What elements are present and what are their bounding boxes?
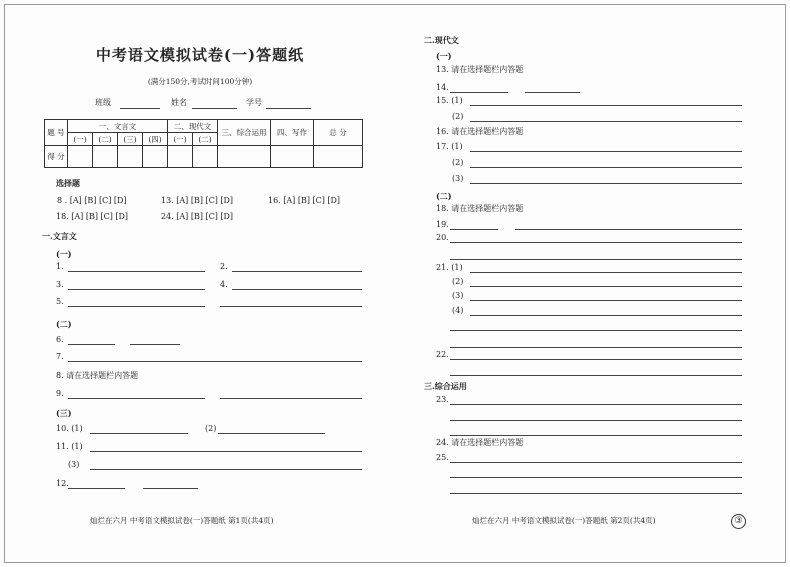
page-border [4, 4, 786, 563]
answer-line[interactable] [90, 451, 362, 452]
answer-line[interactable] [470, 105, 742, 106]
question-label: 15. (1) [436, 96, 463, 105]
answer-line[interactable] [470, 315, 742, 316]
answer-line[interactable] [450, 92, 508, 93]
question-label: 19. [436, 220, 449, 229]
id-label: 学号 [246, 98, 262, 107]
question-label: (2) [452, 112, 464, 121]
footer-right: 灿烂在六月 中考语文模拟试卷(一)答题纸 第2页(共4页) [472, 516, 656, 525]
answer-line[interactable] [470, 167, 742, 168]
question-label: (2) [205, 424, 217, 433]
score-cell[interactable] [68, 146, 93, 168]
answer-line[interactable] [450, 493, 742, 494]
answer-line[interactable] [450, 435, 742, 436]
question-label: (2) [452, 158, 464, 167]
sub-header: (二) [193, 133, 218, 146]
class-field[interactable] [120, 108, 160, 109]
choice-item[interactable]: 18. [A] [B] [C] [D] [56, 212, 129, 221]
section-heading: 一.文言文 [42, 231, 77, 241]
answer-line[interactable] [130, 344, 180, 345]
sub-header: (二) [93, 133, 118, 146]
id-field[interactable] [266, 108, 311, 109]
question-label: 8. 请在选择题栏内答题 [56, 371, 139, 380]
sub-header: (四) [143, 133, 168, 146]
question-label: 17. (1) [436, 142, 463, 151]
question-label: 1. [56, 262, 64, 271]
question-label: (2) [452, 277, 464, 286]
question-label: 13. 请在选择题栏内答题 [436, 65, 524, 74]
answer-line[interactable] [470, 151, 742, 152]
section-heading: 三.综合运用 [424, 381, 467, 391]
sheet-subtitle: (满分150分,考试时间100分钟) [147, 77, 253, 86]
answer-line[interactable] [450, 420, 742, 421]
question-label: 11. (1) [56, 442, 83, 451]
part-heading: (三) [56, 408, 72, 418]
answer-line[interactable] [68, 289, 205, 290]
answer-line[interactable] [470, 300, 742, 301]
part-heading: (一) [56, 249, 72, 259]
answer-line[interactable] [90, 433, 188, 434]
answer-line[interactable] [470, 121, 742, 122]
answer-line[interactable] [450, 375, 742, 376]
class-label: 班级 [95, 98, 111, 107]
score-cell[interactable] [218, 146, 271, 168]
question-label: 23. [436, 395, 449, 404]
group-header: 四、写作 [271, 120, 314, 146]
question-label: 14. [436, 83, 449, 92]
answer-line[interactable] [68, 344, 115, 345]
group-header: 三、综合运用 [218, 120, 271, 146]
score-cell[interactable] [143, 146, 168, 168]
question-label: 2. [220, 262, 228, 271]
answer-line[interactable] [450, 477, 742, 478]
answer-line[interactable] [68, 361, 362, 362]
answer-line[interactable] [220, 398, 362, 399]
sub-header: (三) [118, 133, 143, 146]
answer-line[interactable] [68, 271, 205, 272]
question-label: 9. [56, 389, 64, 398]
group-header: 二、现代文 [168, 120, 218, 133]
part-heading: (一) [436, 51, 452, 61]
row-label: 题 号 [45, 120, 68, 146]
choice-item[interactable]: 8 . [A] [B] [C] [D] [57, 196, 127, 205]
part-heading: (二) [436, 191, 452, 201]
answer-line[interactable] [220, 306, 362, 307]
answer-line[interactable] [470, 286, 742, 287]
answer-line[interactable] [68, 306, 205, 307]
question-label: 18. 请在选择题栏内答题 [436, 204, 524, 213]
answer-line[interactable] [450, 359, 742, 360]
answer-line[interactable] [450, 242, 742, 243]
part-heading: (二) [56, 319, 72, 329]
answer-line[interactable] [232, 271, 362, 272]
question-label: 3. [56, 280, 64, 289]
score-cell[interactable] [314, 146, 363, 168]
sub-header: (一) [168, 133, 193, 146]
question-label: 12. [56, 479, 69, 488]
group-header: 一、文言文 [68, 120, 168, 133]
score-cell[interactable] [193, 146, 218, 168]
answer-line[interactable] [525, 92, 580, 93]
score-cell[interactable] [168, 146, 193, 168]
name-field[interactable] [192, 108, 237, 109]
page-mark: ③ [731, 514, 746, 529]
answer-line[interactable] [450, 259, 742, 260]
choice-item[interactable]: 24. [A] [B] [C] [D] [161, 212, 234, 221]
question-label: (3) [452, 291, 464, 300]
group-header: 总 分 [314, 120, 363, 146]
question-label: (3) [68, 460, 80, 469]
score-cell[interactable] [271, 146, 314, 168]
answer-line[interactable] [470, 272, 742, 273]
answer-line[interactable] [450, 330, 742, 331]
score-cell[interactable] [118, 146, 143, 168]
choice-item[interactable]: 16. [A] [B] [C] [D] [268, 196, 341, 205]
question-label: 24. 请在选择题栏内答题 [436, 438, 524, 447]
question-label: 10. (1) [56, 424, 83, 433]
question-label: (3) [452, 174, 464, 183]
name-label: 姓名 [171, 98, 187, 107]
answer-line[interactable] [450, 347, 742, 348]
answer-line[interactable] [218, 433, 325, 434]
answer-line[interactable] [68, 488, 125, 489]
question-label: (4) [452, 306, 464, 315]
score-cell[interactable] [93, 146, 118, 168]
answer-line[interactable] [470, 183, 742, 184]
score-table [44, 119, 363, 168]
answer-line[interactable] [90, 469, 362, 470]
question-label: 16. 请在选择题栏内答题 [436, 127, 524, 136]
question-label: 25. [436, 453, 449, 462]
answer-line[interactable] [450, 229, 498, 230]
choice-item[interactable]: 13. [A] [B] [C] [D] [161, 196, 234, 205]
answer-line[interactable] [68, 398, 205, 399]
footer-left: 灿烂在六月 中考语文模拟试卷(一)答题纸 第1页(共4页) [90, 516, 274, 525]
question-label: 7. [56, 352, 64, 361]
sheet-title: 中考语文模拟试卷(一)答题纸 [95, 46, 305, 64]
answer-line[interactable] [515, 229, 742, 230]
question-label: 6. [56, 335, 64, 344]
answer-line[interactable] [450, 462, 742, 463]
answer-line[interactable] [143, 488, 198, 489]
choice-heading: 选择题 [56, 178, 80, 188]
section-heading: 二.现代文 [424, 35, 459, 45]
question-label: 22. [436, 350, 449, 359]
question-label: 4. [220, 280, 228, 289]
question-label: 5. [56, 297, 64, 306]
question-label: 20. [436, 233, 449, 242]
sub-header: (一) [68, 133, 93, 146]
answer-line[interactable] [450, 404, 742, 405]
row-label: 得 分 [45, 146, 68, 168]
answer-line[interactable] [232, 289, 362, 290]
question-label: 21. (1) [436, 263, 463, 272]
